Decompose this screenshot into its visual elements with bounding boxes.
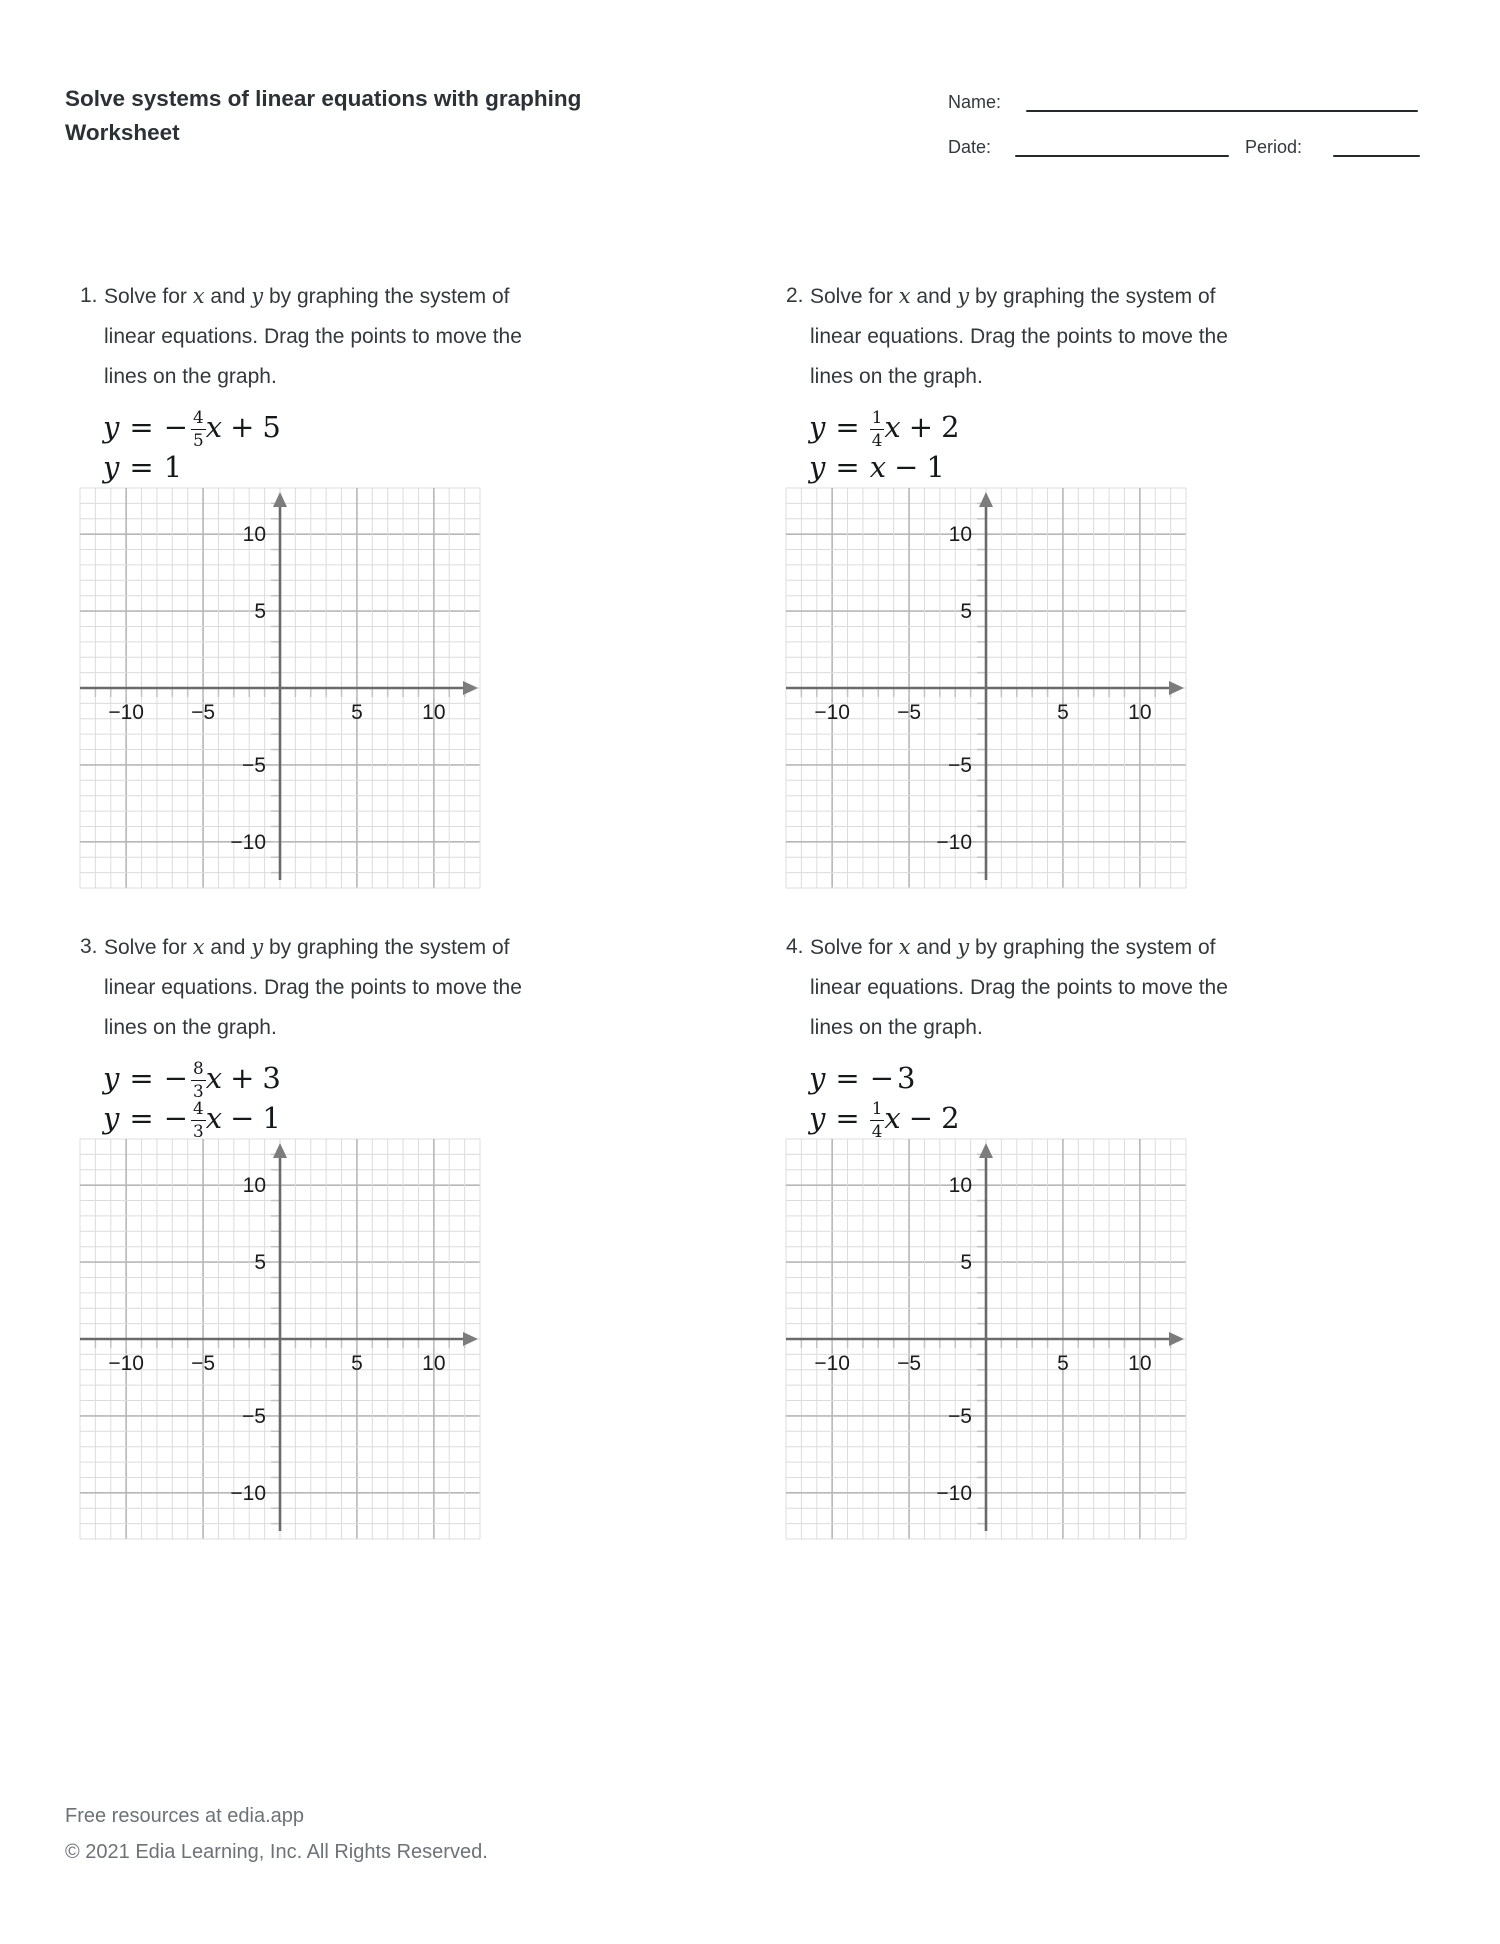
problem-instruction: [810, 276, 1228, 397]
y-axis-tick-label: −10: [936, 830, 972, 854]
equation: y = x − 1: [809, 450, 945, 484]
problem-4: [786, 927, 1316, 1505]
x-axis-tick-label: 5: [351, 701, 363, 724]
y-axis-tick-label: −10: [230, 830, 266, 854]
x-axis-tick-label: −5: [191, 1352, 216, 1375]
x-axis-tick-label: 10: [422, 1352, 446, 1375]
problem-number: 1.: [80, 284, 98, 307]
equation: y = $\frac{1}{4}$ x + 2: [809, 407, 960, 450]
fraction: $\frac{4}{5}$: [193, 407, 204, 450]
fraction: $\frac{1}{4}$: [871, 1098, 883, 1141]
coordinate-grid: [79, 1138, 481, 1540]
instruction-line: linear equations. Drag the points to move the: [104, 976, 522, 999]
date-blank-line: [1015, 155, 1229, 157]
period-label: Period:: [1245, 137, 1303, 157]
x-axis-tick-label: 10: [1128, 701, 1152, 724]
instruction-line: Solve for x and y by graphing the system of: [810, 284, 1216, 308]
x-axis-arrow-icon: [463, 681, 478, 695]
x-axis-tick-label: −10: [814, 701, 850, 724]
x-axis-arrow-icon: [1169, 681, 1184, 695]
coordinate-grid: [785, 1138, 1187, 1540]
period-blank-line: [1333, 155, 1420, 157]
equation: y = 1: [103, 450, 183, 484]
page-title: [65, 82, 581, 150]
y-axis-arrow-icon: [979, 492, 993, 507]
fraction: $\frac{8}{3}$: [193, 1058, 204, 1101]
x-axis-tick-label: −5: [897, 1352, 922, 1375]
problem-1: [80, 276, 610, 854]
instruction-line: linear equations. Drag the points to move the: [104, 325, 522, 348]
y-axis-tick-label: −10: [936, 1481, 972, 1505]
footer-resources-text: Free resources at edia.app: [65, 1805, 305, 1827]
date-label: Date:: [948, 137, 992, 157]
problem-instruction: [104, 276, 522, 397]
x-axis-tick-label: −10: [108, 1352, 144, 1375]
equation: y = − $\frac{8}{3}$ x + 3: [103, 1058, 281, 1101]
equation-system: [103, 407, 281, 487]
y-axis-tick-label: −5: [242, 1404, 266, 1428]
x-axis-tick-label: 5: [1057, 701, 1069, 724]
instruction-line: lines on the graph.: [104, 1016, 277, 1039]
name-label: Name:: [948, 92, 1002, 112]
equation-system: [103, 1058, 281, 1141]
y-axis-tick-label: 5: [960, 1251, 972, 1275]
x-axis-arrow-icon: [1169, 1332, 1184, 1346]
instruction-line: linear equations. Drag the points to move the: [810, 976, 1228, 999]
problem-number: 3.: [80, 935, 98, 958]
equation: y = − $\frac{4}{5}$ x + 5: [103, 407, 281, 450]
x-axis-tick-label: −10: [108, 701, 144, 724]
coordinate-grid: [785, 487, 1187, 889]
instruction-line: Solve for x and y by graphing the system of: [810, 935, 1216, 959]
x-axis-tick-label: 10: [1128, 1352, 1152, 1375]
fraction: $\frac{4}{3}$: [193, 1098, 204, 1141]
y-axis-arrow-icon: [979, 1143, 993, 1158]
equation: y = $\frac{1}{4}$ x − 2: [809, 1098, 960, 1141]
x-axis-tick-label: 5: [351, 1352, 363, 1375]
x-axis-tick-label: 5: [1057, 1352, 1069, 1375]
page-title-line1: Solve systems of linear equations with graphing: [65, 86, 582, 111]
fraction: $\frac{1}{4}$: [871, 407, 883, 450]
y-axis-tick-label: −5: [948, 1404, 972, 1428]
y-axis-tick-label: 5: [960, 600, 972, 624]
y-axis-tick-label: 10: [242, 523, 266, 547]
y-axis-tick-label: −5: [242, 753, 266, 777]
y-axis-tick-label: 10: [948, 1174, 972, 1198]
page-title-line2: Worksheet: [65, 120, 180, 145]
y-axis-tick-label: −5: [948, 753, 972, 777]
equation: y = − 3: [809, 1061, 916, 1095]
equation-system: [809, 1058, 960, 1141]
x-axis-tick-label: −5: [191, 701, 216, 724]
problem-2: [786, 276, 1316, 854]
x-axis-tick-label: −5: [897, 701, 922, 724]
instruction-line: linear equations. Drag the points to move the: [810, 325, 1228, 348]
page-footer: [65, 1798, 488, 1870]
y-axis-tick-label: 10: [242, 1174, 266, 1198]
instruction-line: Solve for x and y by graphing the system of: [104, 284, 510, 308]
instruction-line: Solve for x and y by graphing the system of: [104, 935, 510, 959]
problem-3: [80, 927, 610, 1505]
name-blank-line: [1026, 110, 1418, 112]
equation: y = − $\frac{4}{3}$ x − 1: [103, 1098, 281, 1141]
instruction-line: lines on the graph.: [810, 365, 983, 388]
problem-instruction: [104, 927, 522, 1048]
x-axis-arrow-icon: [463, 1332, 478, 1346]
y-axis-arrow-icon: [273, 492, 287, 507]
instruction-line: lines on the graph.: [104, 365, 277, 388]
footer-copyright-text: © 2021 Edia Learning, Inc. All Rights Reserved.: [65, 1841, 488, 1863]
problem-instruction: [810, 927, 1228, 1048]
y-axis-tick-label: 5: [254, 600, 266, 624]
x-axis-tick-label: −10: [814, 1352, 850, 1375]
y-axis-tick-label: −10: [230, 1481, 266, 1505]
coordinate-grid: [79, 487, 481, 889]
y-axis-tick-label: 10: [948, 523, 972, 547]
y-axis-tick-label: 5: [254, 1251, 266, 1275]
problem-number: 4.: [786, 935, 804, 958]
x-axis-tick-label: 10: [422, 701, 446, 724]
problem-number: 2.: [786, 284, 804, 307]
instruction-line: lines on the graph.: [810, 1016, 983, 1039]
y-axis-arrow-icon: [273, 1143, 287, 1158]
equation-system: [809, 407, 960, 487]
